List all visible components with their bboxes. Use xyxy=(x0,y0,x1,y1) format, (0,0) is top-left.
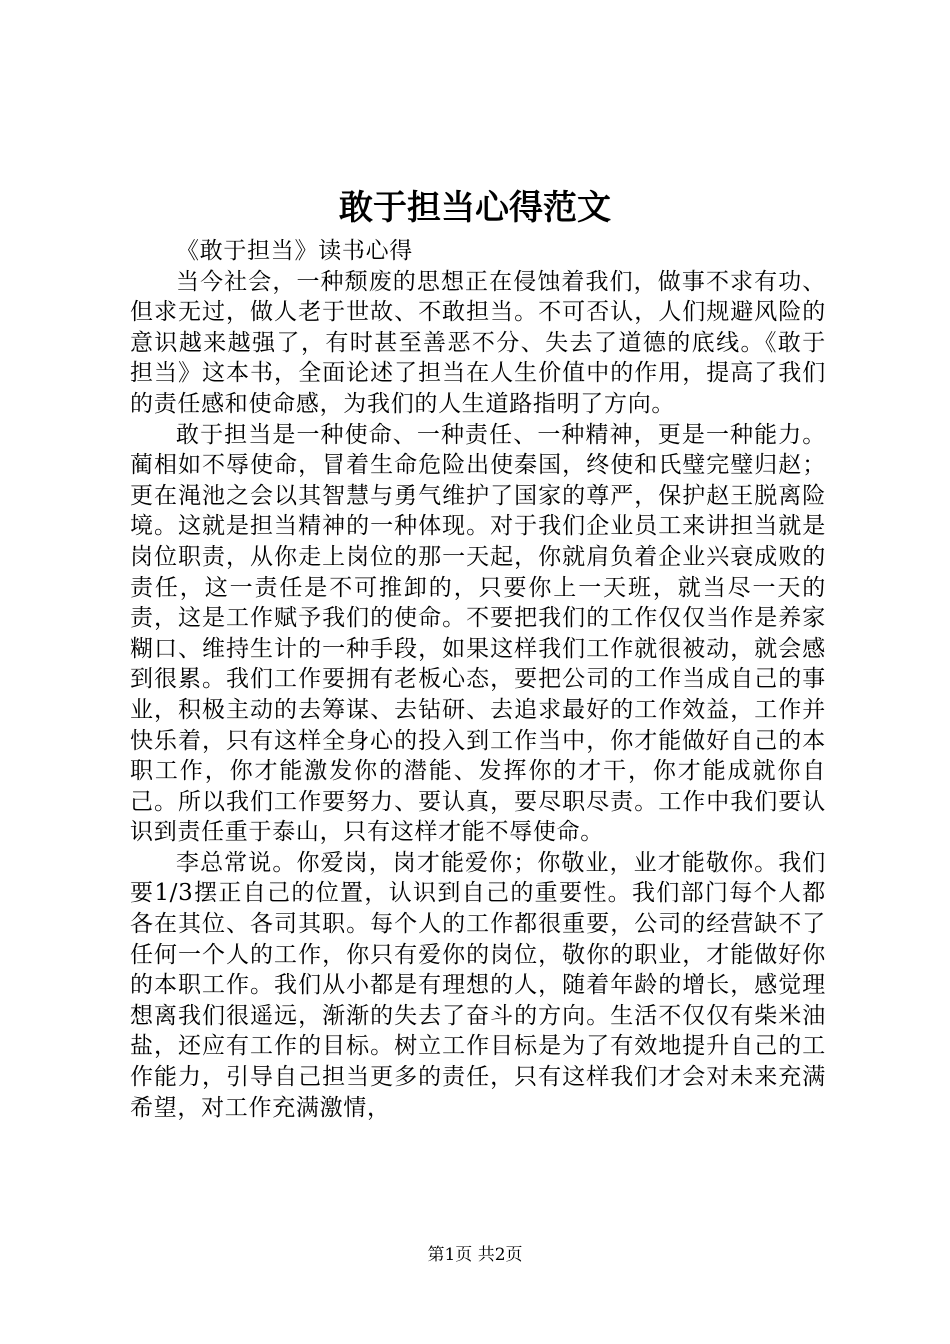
page-footer: 第1页 共2页 xyxy=(427,1245,523,1265)
document-title: 敢于担当心得范文 xyxy=(339,188,611,228)
paragraph-2: 敢于担当是一种使命、一种责任、一种精神，更是一种能力。蔺相如不辱使命，冒着生命危险出使秦国，终使和氏璧完璧归赵；更在渑池之会以其智慧与勇气维护了国家的尊严，保护赵王脱离险境。这就是担当精神的一种体现。对于我们企业员工来讲担当就是岗位职责，从你走上岗位的那一天起，你就肩负着企业兴衰成败的责任，这一责任是不可推卸的，只要你上一天班，就当尽一天的责，这是工作赋予我们的使命。不要把我们的工作仅仅当作是养家糊口、维持生计的一种手段，如果这样我们工作就很被动，就会感到很累。我们工作要拥有老板心态，要把公司的工作当成自己的事业，积极主动的去筹谋、去钻研、去追求最好的工作效益，工作并快乐着，只有这样全身心的投入到工作当中，你才能做好自己的本职工作，你才能激发你的潜能、发挥你的才干，你才能成就你自己。所以我们工作要努力、要认真，要尽职尽责。工作中我们要认识到责任重于泰山，只有这样才能不辱使命。 xyxy=(130,421,826,846)
document-body xyxy=(130,236,826,1123)
paragraph-3: 李总常说。你爱岗，岗才能爱你；你敬业，业才能敬你。我们要1/3摆正自己的位置，认识到自己的重要性。我们部门每个人都各在其位、各司其职。每个人的工作都很重要，公司的经营缺不了任何一个人的工作，你只有爱你的岗位，敬你的职业，才能做好你的本职工作。我们从小都是有理想的人，随着年龄的增长，感觉理想离我们很遥远，渐渐的失去了奋斗的方向。生活不仅仅有柴米油盐，还应有工作的目标。树立工作目标是为了有效地提升自己的工作能力，引导自己担当更多的责任，只有这样我们才会对未来充满希望，对工作充满激情， xyxy=(130,849,826,1121)
paragraph-subtitle: 《敢于担当》读书心得 xyxy=(176,238,413,264)
paragraph-1: 当今社会，一种颓废的思想正在侵蚀着我们，做事不求有功、但求无过，做人老于世故、不敢担当。不可否认，人们规避风险的意识越来越强了，有时甚至善恶不分、失去了道德的底线。《敢于担当》这本书，全面论述了担当在人生价值中的作用，提高了我们的责任感和使命感，为我们的人生道路指明了方向。 xyxy=(130,268,826,417)
